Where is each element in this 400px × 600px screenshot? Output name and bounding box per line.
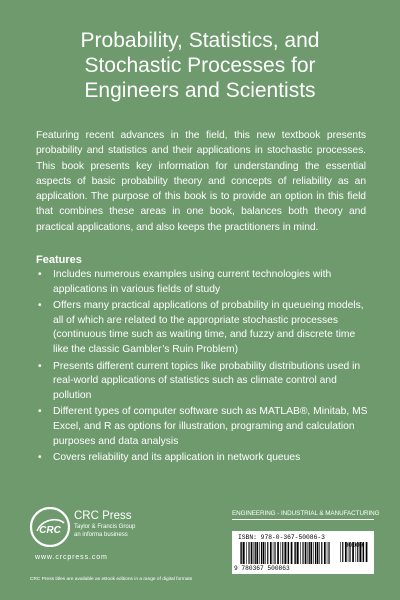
feature-item	[36, 299, 368, 357]
book-title	[30, 28, 370, 103]
title-line: Engineers and Scientists	[84, 79, 316, 102]
ebook-footnote: CRC Press titles are available as eBook editions in a range of digital formats	[30, 577, 193, 582]
publisher-name: CRC Press	[74, 510, 132, 522]
description-paragraph: Featuring recent advances in the field, this new textbook presents probability and statistics and their applications in stochastic processes. This book presents key information for understanding the essential aspects of basic probability theory and concepts of reliability as an application. The purpose of this book is to provide an option in this field that combines these areas in one book, balances both theory and practical applications, and also keeps the practitioners in mind.	[36, 130, 366, 233]
publisher-group: Taylor & Francis Group	[74, 524, 136, 530]
feature-item	[36, 360, 368, 404]
feature-item	[36, 268, 368, 297]
title-line: Probability, Statistics, and	[80, 29, 320, 52]
barcode-ean-number: 9 780367 500863	[234, 565, 290, 572]
bullet-icon: •	[38, 452, 42, 464]
bullet-icon: •	[38, 300, 42, 312]
features-heading: Features	[36, 254, 82, 266]
feature-item	[36, 405, 368, 449]
feature-text: Presents different current topics like probability distributions used in real-world applications of statistics such as climate control and pollution	[53, 360, 361, 401]
bullet-icon: •	[38, 269, 42, 280]
feature-text: Covers reliability and its application in network queues	[53, 452, 301, 464]
barcode-addon-number: 90000	[344, 542, 364, 549]
feature-text: Different types of computer software such as MATLAB®, Minitab, MS Excel, and R as options for illustration, programing and calculation purposes and data analysis	[53, 406, 368, 447]
feature-item	[36, 451, 368, 466]
feature-text: Offers many practical applications of probability in queueing models, all of which are related to the appropriate stochastic processes (continuous time such as waiting time, and fuzzy and discrete time like the classic Gambler’s Ruin Problem)	[53, 300, 364, 355]
publisher-business: an informa business	[74, 532, 128, 538]
bullet-icon: •	[38, 406, 42, 418]
features-list	[36, 268, 368, 468]
feature-text: Includes numerous examples using current technologies with applications in various fields of study	[53, 269, 332, 295]
publisher-block	[74, 510, 135, 539]
bullet-icon: •	[38, 360, 42, 372]
crc-press-logo-icon	[30, 507, 70, 547]
isbn-label: ISBN: 978-0-367-50086-3	[238, 534, 325, 541]
isbn-barcode	[232, 531, 374, 574]
subject-category: ENGINEERING - INDUSTRIAL & MANUFACTURING	[232, 510, 374, 520]
publisher-website-link[interactable]: www.crcpress.com	[35, 554, 108, 561]
title-line: Stochastic Processes for	[84, 54, 316, 77]
svg-text:CRC: CRC	[39, 525, 61, 536]
